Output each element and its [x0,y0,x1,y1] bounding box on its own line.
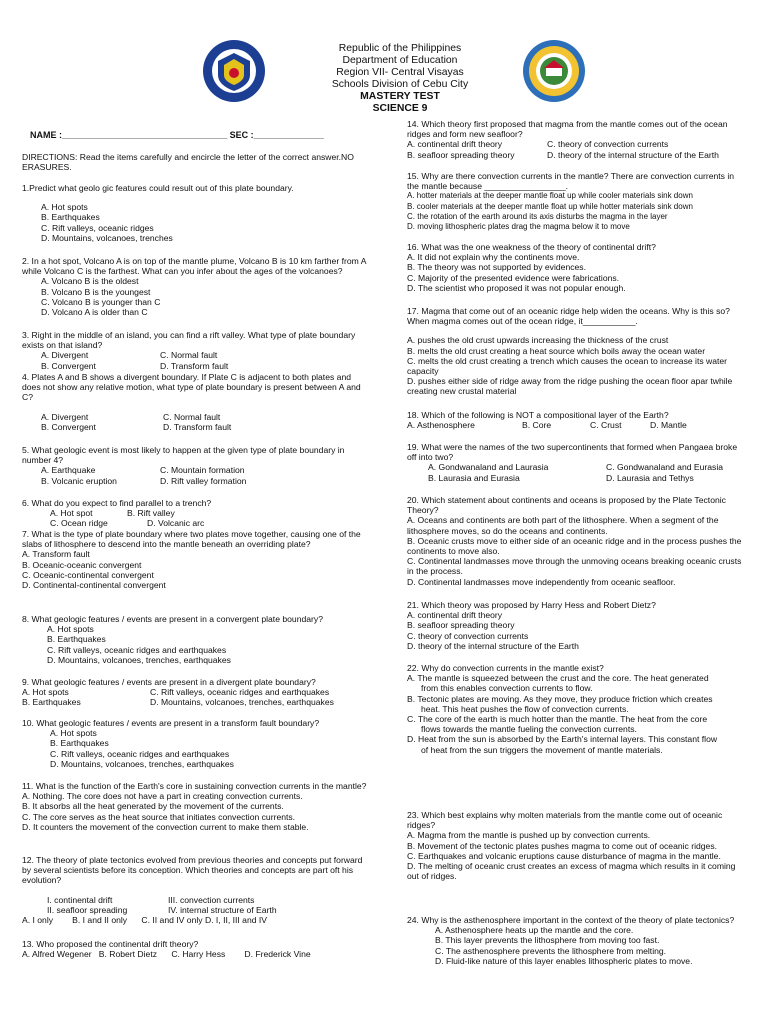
question-stem: 19. What were the names of the two supercontinents that formed when Pangaea broke off into two? [407,442,738,463]
choice: A. Asthenosphere [407,420,475,431]
choice: B. This layer prevents the lithosphere from moving too fast. [435,935,660,946]
choice: A. Transform fault [22,549,90,560]
choice: C. Rift valleys, oceanic ridges [41,222,154,233]
choice: A. Volcano B is the oldest [41,276,139,287]
choice: C. Rift valleys, oceanic ridges and earthquakes [50,748,230,759]
choice: A. Hot spots [22,687,69,698]
choice: C. theory of convection currents [407,630,529,641]
question-4 [22,372,367,432]
question-stem: 18. Which of the following is NOT a compositional layer of the Earth? [407,410,669,420]
choice: C. Rift valleys, oceanic ridges and earthquakes [47,644,227,655]
choice: B. Movement of the tectonic plates pushes magma to come out of oceanic ridges. [407,840,718,851]
subject-title: SCIENCE 9 [372,103,428,114]
choice: D. theory of the internal structure of the Earth [407,640,579,651]
choice: B. cooler materials at the deeper mantle float up while hotter materials sink down [407,201,693,211]
choice: A. hotter materials at the deeper mantle float up while cooler materials sink down [407,191,693,201]
choice: D. Mantle [650,420,687,431]
question-6 [22,498,367,529]
test-title: MASTERY TEST [360,91,440,102]
header-line: Region VII- Central Visayas [336,67,464,78]
choice: C. Ocean ridge [50,518,108,529]
choice: B. Convergent [41,360,96,371]
choice-continuation: from this enables convection currents to flow. [421,683,593,694]
header-line: Republic of the Philippines [338,43,462,54]
choice: D. The scientist who proposed it was not popular enough. [407,282,626,293]
choice: B. seafloor spreading theory [407,149,515,160]
question-stem: 7. What is the type of plate boundary where two plates move together, causing one of the slabs of lithosphere to descend into the mantle beneath an overriding plate? [22,529,361,550]
choice: D. Heat from the sun is absorbed by the Earth's internal layers. This constant flow [407,734,718,745]
question-19 [407,442,747,483]
question-stem: 23. Which best explains why molten materials from the mantle come out of oceanic ridges? [407,810,723,831]
question-11 [22,781,367,832]
choice: C. The asthenosphere prevents the lithosphere from melting. [435,945,667,956]
choice: D. Volcano A is older than C [41,307,148,318]
choice: D. Laurasia and Tethys [606,472,694,483]
question-18 [407,410,747,430]
choice: D. The melting of oceanic crust creates an excess of magma which results in it coming out of ridges. [407,861,736,882]
document-header [280,43,520,115]
choice: D. moving lithospheric plates drag the magma below it to move [407,222,630,232]
choice: D. Fluid-like nature of this layer enables lithospheric plates to move. [435,955,693,966]
question-9 [22,677,367,708]
choice: B. Laurasia and Eurasia [428,472,520,483]
answer-options: A. I only B. I and II only C. II and IV only D. I, II, III and IV [22,915,268,926]
question-stem: 12. The theory of plate tectonics evolved from previous theories and concepts put forward by several scientists before its conception. Which theories and concepts are part oft his evolution? [22,855,363,886]
name-section-line: NAME :_________________________________ SEC :______________ [30,130,324,140]
question-20 [407,495,747,587]
choice: B. The theory was not supported by evidences. [407,262,586,273]
choice: A. Hot spots [47,624,94,635]
choice: C. the rotation of the earth around its axis disturbs the magma in the layer [407,211,668,221]
choice: A. It did not explain why the continents move. [407,252,580,263]
choice: A. Hot spots [41,202,88,213]
question-stem: 21. Which theory was proposed by Harry Hess and Robert Dietz? [407,600,656,610]
question-23 [407,810,747,881]
question-15 [407,171,747,232]
choice: C. Volcano B is younger than C [41,296,161,307]
choice: D. Volcanic arc [147,518,205,529]
choice-continuation: of heat from the sun triggers the movement of mantle materials. [421,744,663,755]
question-stem: 14. Which theory first proposed that magma from the mantle comes out of the ocean ridges and form new seafloor? [407,119,728,140]
choice: B. Rift valley [127,508,175,519]
question-24 [407,915,747,966]
question-stem: 11. What is the function of the Earth's core in sustaining convection currents in the mantle? [22,781,367,791]
choice: C. Normal fault [160,350,218,361]
school-seal-logo [522,39,586,103]
choice: C. Gondwanaland and Eurasia [606,462,724,473]
question-stem: 22. Why do convection currents in the mantle exist? [407,663,604,673]
question-stem: 24. Why is the asthenosphere important in the context of the theory of plate tectonics? [407,915,735,925]
question-stem: 5. What geologic event is most likely to happen at the given type of plate boundary in number 4? [22,445,345,466]
choice: C. melts the old crust creating a trench which causes the ocean to increase its water capacity [407,355,728,377]
question-stem: 15. Why are there convection currents in the mantle? There are convection currents in the mantle because _________________. [407,171,735,192]
question-14 [407,119,747,160]
choice: B. melts the old crust creating a heat source which boils away the ocean water [407,345,706,356]
choice: D. Mountains, volcanoes, trenches, earthquakes [50,758,234,769]
question-stem: 9. What geologic features / events are present in a divergent plate boundary? [22,677,316,687]
choice: C. Majority of the presented evidence were fabrications. [407,272,620,283]
choice: III. convection currents [168,894,255,905]
question-13 [22,939,367,959]
choice: D. It counters the movement of the convection current to make them stable. [22,821,309,832]
question-7 [22,529,367,590]
question-12 [22,855,367,925]
question-stem: 2. In a hot spot, Volcano A is on top of the mantle plume, Volcano B is 10 km farther from A while Volcano C is the farthest. What can you infer about the ages of the volcanoes? [22,256,366,277]
choice: I. continental drift [47,894,113,905]
choice: A. Gondwanaland and Laurasia [428,462,549,473]
choice: C. theory of convection currents [547,139,669,150]
question-22 [407,663,747,755]
question-stem: 1.Predict what geolo gic features could result out of this plate boundary. [22,183,294,193]
choice: D. pushes either side of ridge away from the ridge pushing the ocean floor apar twhile creating new crustal material [407,376,733,397]
choice: A. Divergent [41,350,89,361]
question-stem: 8. What geologic features / events are present in a convergent plate boundary? [22,614,323,624]
choice: C. Continental landmasses move through the unmoving oceans breaking oceanic crusts in the process. [407,556,742,577]
choice: B. Volcanic eruption [41,475,117,486]
choice: C. Crust [590,420,622,431]
question-17 [407,306,747,397]
choice: D. Mountains, volcanoes, trenches, earthquakes [150,697,334,708]
question-21 [407,600,747,651]
choice: A. Earthquake [41,465,96,476]
choice: B. Convergent [41,421,96,432]
choice: C. Mountain formation [160,465,245,476]
question-stem: 16. What was the one weakness of the theory of continental drift? [407,242,656,252]
choice: A. Nothing. The core does not have a part in creating convection currents. [22,791,303,802]
choice: A. Oceans and continents are both part of the lithosphere. When a segment of the lithosphere moves, so do the oceans and continents. [407,515,719,536]
choice: B. Oceanic-oceanic convergent [22,559,142,570]
choice: B. Earthquakes [22,697,81,708]
choice: B. Tectonic plates are moving. As they move, they produce friction which creates [407,693,713,704]
question-stem: 17. Magma that come out of an oceanic ridge help widen the oceans. Why is this so? When magma comes out of the ocean ridge, it___________. [407,306,730,327]
choice: A. Hot spots [50,728,97,739]
question-10 [22,718,367,769]
choice: B. Core [522,420,552,431]
question-8 [22,614,367,665]
choice: A. Magma from the mantle is pushed up by convection currents. [407,830,651,841]
choice: A. Hot spot [50,508,93,519]
choice: D. Mountains, volcanoes, trenches [41,232,173,243]
choice-continuation: flows towards the mantle fueling the convection currents. [421,724,637,735]
question-stem: 4. Plates A and B shows a divergent boundary. If Plate C is adjacent to both plates and does not show any relative motion, what type of plate boundary is present between A and C? [22,372,361,403]
question-stem: 3. Right in the middle of an island, you can find a rift valley. What type of plate boundary exists on that island? [22,330,356,351]
choice: C. The core of the earth is much hotter than the mantle. The heat from the core [407,714,708,725]
header-line: Department of Education [342,55,458,66]
choice: A. continental drift theory [407,139,503,150]
question-3 [22,330,367,371]
choice: C. Normal fault [163,411,221,422]
choice: D. Transform fault [163,421,232,432]
choice: B. Earthquakes [50,738,109,749]
choice: A. The mantle is squeezed between the crust and the core. The heat generated [407,673,709,684]
question-stem: 6. What do you expect to find parallel to a trench? [22,498,212,508]
question-stem: 10. What geologic features / events are present in a transform fault boundary? [22,718,320,728]
choice: B. It absorbs all the heat generated by the movement of the currents. [22,801,284,812]
choice: D. Continental-continental convergent [22,580,166,591]
choice-continuation: heat. This heat pushes the flow of convection currents. [421,703,629,714]
choice: B. seafloor spreading theory [407,620,515,631]
choice: B. Earthquakes [47,634,106,645]
choice: A. pushes the old crust upwards increasing the thickness of the crust [407,335,669,346]
choice: C. Earthquakes and volcanic eruptions cause disturbance of magma in the mantle. [407,850,721,861]
choice: C. The core serves as the heat source that initiates convection currents. [22,811,296,822]
choice: B. Volcano B is the youngest [41,286,151,297]
choice: C. Rift valleys, oceanic ridges and earthquakes [150,687,330,698]
choice: B. Oceanic crusts move to either side of an oceanic ridge and in the process pushes the continents to move also. [407,535,742,557]
choice: D. theory of the internal structure of the Earth [547,149,719,160]
question-5 [22,445,367,486]
deped-seal-logo [202,39,266,103]
answer-options: A. Alfred Wegener B. Robert Dietz C. Harry Hess D. Frederick Vine [22,949,311,960]
choice: D. Transform fault [160,360,229,371]
question-stem: 13. Who proposed the continental drift theory? [22,939,199,949]
choice: A. Asthenosphere heats up the mantle and the core. [435,925,634,936]
choice: A. continental drift theory [407,610,503,621]
question-stem: 20. Which statement about continents and oceans is proposed by the Plate Tectonic Theory? [407,495,726,516]
choice: D. Rift valley formation [160,475,247,486]
header-line: Schools Division of Cebu City [331,79,469,90]
question-16 [407,242,747,293]
choice: II. seafloor spreading [47,904,128,915]
choice: IV. internal structure of Earth [168,904,277,915]
directions: DIRECTIONS: Read the items carefully and encircle the letter of the correct answer.NO ERASURES. [22,152,354,173]
choice: D. Mountains, volcanoes, trenches, earthquakes [47,654,231,665]
choice: A. Divergent [41,411,89,422]
choice: D. Continental landmasses move independently from oceanic seafloor. [407,576,676,587]
question-1 [22,183,367,243]
choice: B. Earthquakes [41,212,100,223]
choice: C. Oceanic-continental convergent [22,569,154,580]
question-2 [22,256,367,317]
